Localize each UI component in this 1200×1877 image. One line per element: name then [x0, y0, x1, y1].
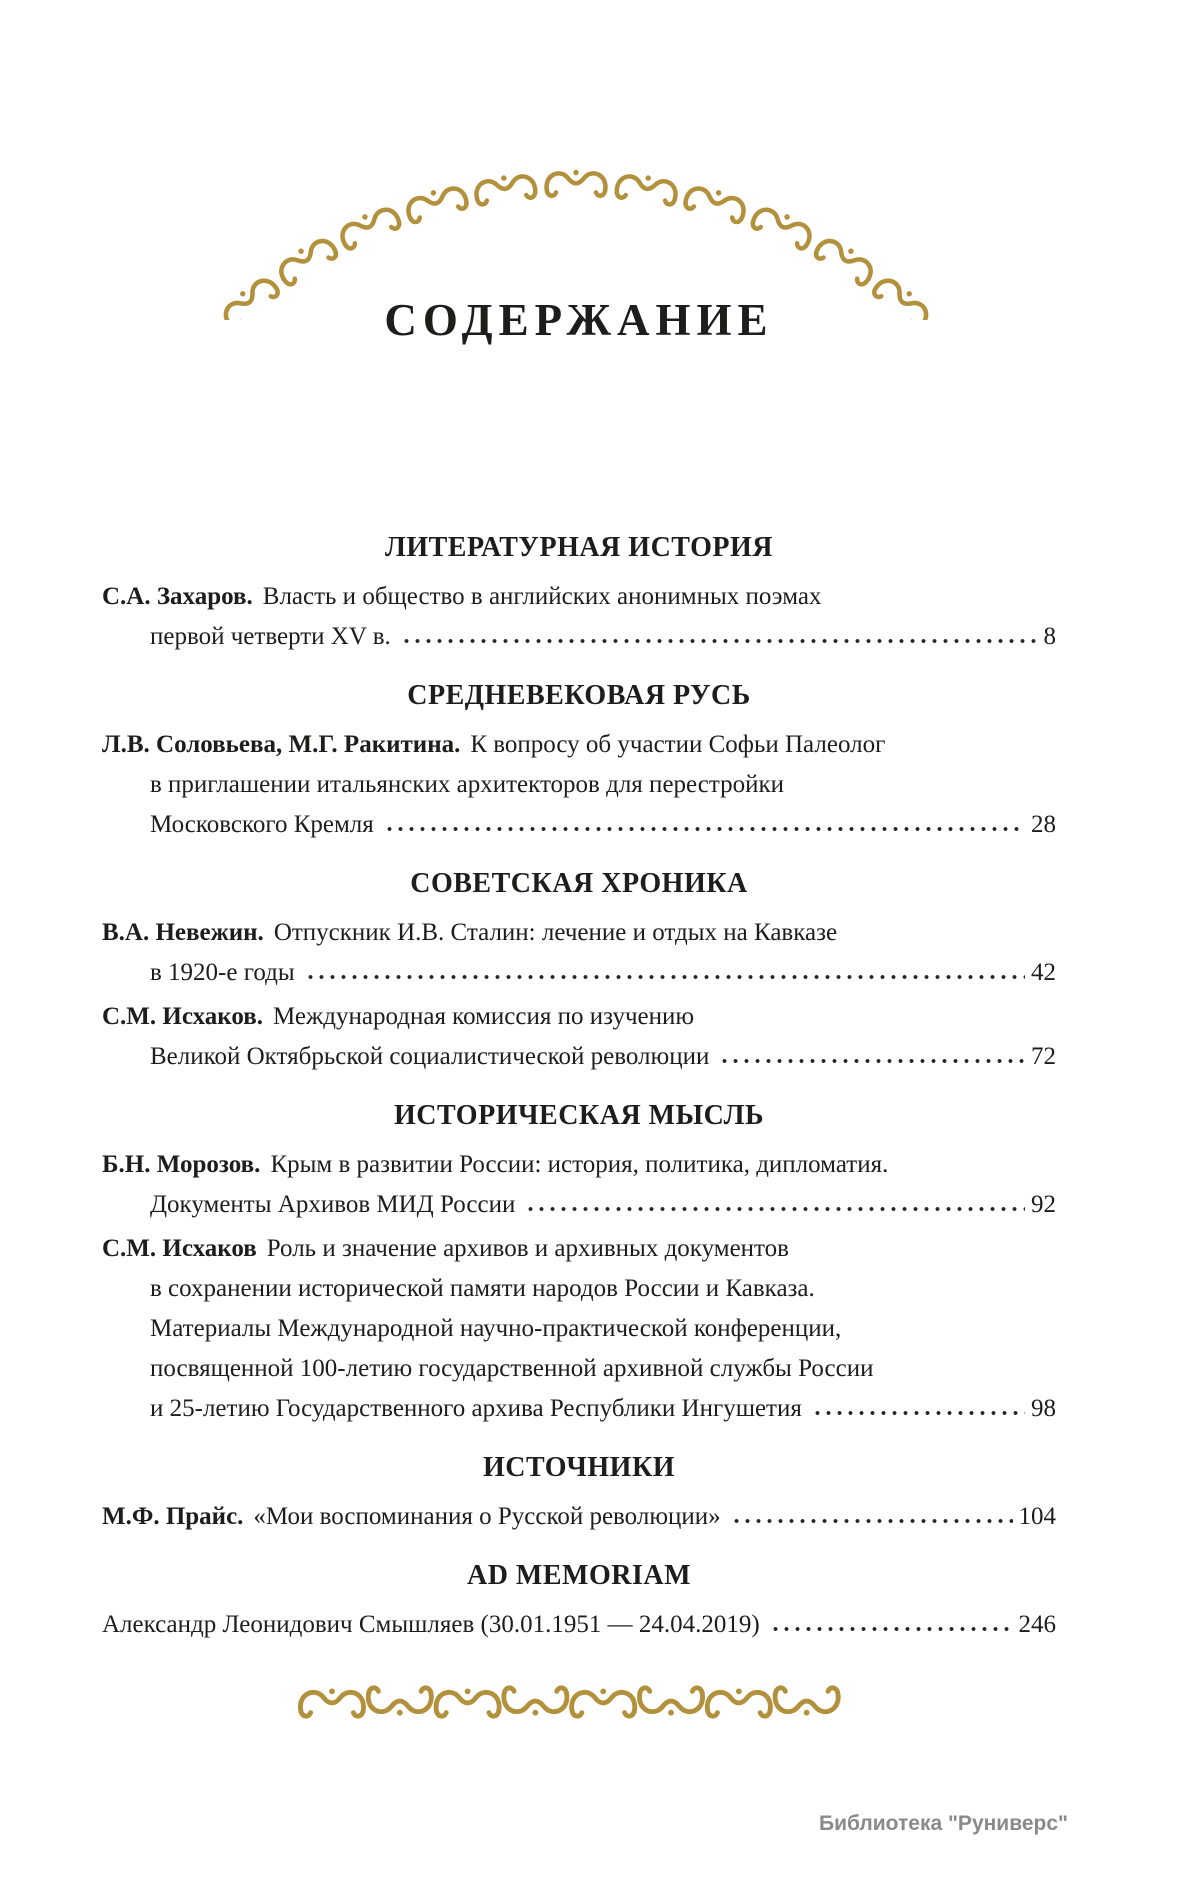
toc-entry-line	[102, 577, 1056, 617]
entry-title-text: Власть и общество в английских анонимных поэмах	[262, 583, 822, 610]
section-heading: ИСТОРИЧЕСКАЯ МЫСЛЬ	[394, 1100, 764, 1131]
entry-page-number: 246	[1018, 1611, 1056, 1638]
toc-entry-line	[102, 1309, 1056, 1349]
toc-entry-line	[102, 1349, 1056, 1389]
entry-title-text: Документы Архивов МИД России	[150, 1191, 516, 1218]
entry-title-text: Великой Октябрьской социалистической революции	[150, 1043, 710, 1070]
entry-author: В.А. Невежин.	[102, 919, 264, 946]
entry-title-text: «Мои воспоминания о Русской революции»	[253, 1503, 721, 1530]
entry-title-text: и 25-летию Государственного архива Республики Ингушетия	[150, 1395, 802, 1422]
entry-author: Л.В. Соловьева, М.Г. Ракитина.	[102, 731, 461, 758]
entry-title-text: Московского Кремля	[150, 811, 374, 838]
entry-author: С.А. Захаров.	[102, 583, 253, 610]
entry-author: С.М. Исхаков.	[102, 1003, 263, 1030]
toc-entry-line	[102, 953, 1056, 993]
table-of-contents	[102, 531, 1056, 1645]
entry-title-text: Материалы Международной научно-практической конференции,	[150, 1315, 842, 1342]
dot-leader	[305, 960, 1025, 980]
dot-leader	[719, 1044, 1025, 1064]
section-heading: СРЕДНЕВЕКОВАЯ РУСЬ	[407, 680, 751, 711]
entry-author: С.М. Исхаков	[102, 1235, 257, 1262]
entry-page-number: 42	[1031, 959, 1056, 986]
entry-title-text: в сохранении исторической памяти народов России и Кавказа.	[150, 1275, 815, 1302]
entry-page-number: 28	[1031, 811, 1056, 838]
toc-entry	[102, 1145, 1056, 1225]
entry-author: Б.Н. Морозов.	[102, 1151, 261, 1178]
toc-entry	[102, 577, 1056, 657]
section-heading: СОВЕТСКАЯ ХРОНИКА	[410, 868, 748, 899]
toc-entry-line	[102, 913, 1056, 953]
toc-entry-line	[102, 1185, 1056, 1225]
toc-entry-line	[102, 1145, 1056, 1185]
dot-leader	[401, 624, 1038, 644]
toc-entry-line	[102, 1269, 1056, 1309]
toc-entry-line	[102, 1229, 1056, 1269]
entry-page-number: 98	[1031, 1395, 1056, 1422]
entry-title-text: в 1920-е годы	[150, 959, 295, 986]
toc-entry	[102, 1229, 1056, 1429]
toc-entry-line	[102, 1037, 1056, 1077]
toc-entry-line	[102, 1497, 1056, 1537]
entry-title-text: первой четверти XV в.	[150, 623, 391, 650]
toc-entry-line	[102, 805, 1056, 845]
entry-author: М.Ф. Прайс.	[102, 1503, 244, 1530]
toc-entry-line	[102, 765, 1056, 805]
toc-entry	[102, 1497, 1056, 1537]
dot-leader	[731, 1504, 1013, 1524]
dot-leader	[384, 812, 1025, 832]
toc-entry-line	[102, 1605, 1056, 1645]
entry-title-text: Роль и значение архивов и архивных документов	[266, 1235, 789, 1262]
toc-entry-line	[102, 725, 1056, 765]
entry-title-text: Международная комиссия по изучению	[273, 1003, 695, 1030]
toc-entry	[102, 997, 1056, 1077]
toc-entry	[102, 1605, 1056, 1645]
entry-title-text: К вопросу об участии Софьи Палеолог	[470, 731, 886, 758]
entry-page-number: 8	[1043, 623, 1056, 650]
entry-title-text: посвященной 100-летию государственной архивной службы России	[150, 1355, 874, 1382]
entry-title-text: Крым в развитии России: история, политика, дипломатия.	[270, 1151, 889, 1178]
entry-page-number: 104	[1018, 1503, 1056, 1530]
section-heading: ЛИТЕРАТУРНАЯ ИСТОРИЯ	[384, 532, 773, 563]
dot-leader	[812, 1396, 1025, 1416]
toc-entry-line	[102, 1389, 1056, 1429]
toc-entry	[102, 913, 1056, 993]
dot-leader	[770, 1612, 1013, 1632]
dot-leader	[525, 1192, 1025, 1212]
entry-title-text: Отпускник И.В. Сталин: лечение и отдых на Кавказе	[273, 919, 838, 946]
bottom-band-ornament	[288, 1671, 870, 1733]
toc-entry-line	[102, 617, 1056, 657]
bottom-ornament-wrap	[102, 1671, 1056, 1738]
entry-page-number: 92	[1031, 1191, 1056, 1218]
section-heading: AD MEMORIAM	[466, 1560, 692, 1591]
section-heading: ИСТОЧНИКИ	[482, 1452, 676, 1483]
entry-title-text: в приглашении итальянских архитекторов для перестройки	[150, 771, 784, 798]
page-title: СОДЕРЖАНИЕ	[384, 295, 774, 345]
entry-title-text: Александр Леонидович Смышляев (30.01.1951 — 24.04.2019)	[102, 1611, 760, 1638]
toc-entry-line	[102, 997, 1056, 1037]
entry-page-number: 72	[1031, 1043, 1056, 1070]
top-arc-ornament	[216, 168, 936, 320]
toc-entry	[102, 725, 1056, 845]
library-watermark: Библиотека "Руниверс"	[818, 1812, 1068, 1835]
